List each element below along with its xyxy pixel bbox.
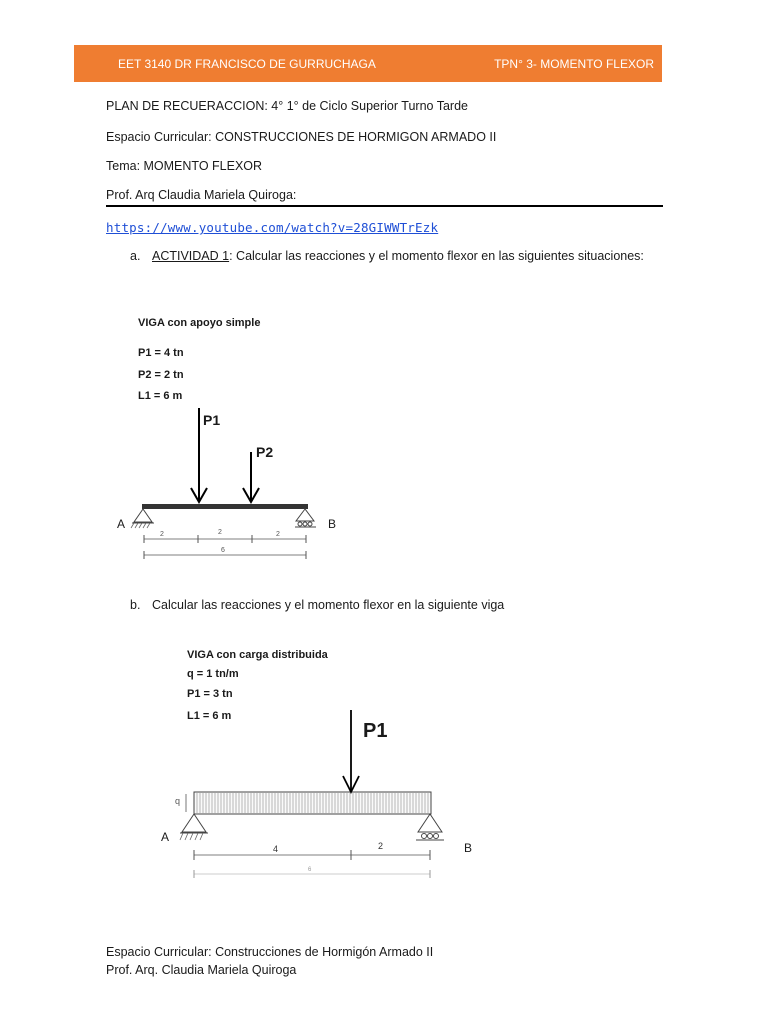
figure2-load-p1-label: P1 xyxy=(363,720,388,742)
figure2-q-label: q xyxy=(175,796,181,806)
figure1-param-p1: P1 = 4 tn xyxy=(138,347,184,359)
figure2-param-l1: L1 = 6 m xyxy=(187,710,232,722)
plan-line: PLAN DE RECUERACCION: 4° 1° de Ciclo Superior Turno Tarde xyxy=(106,99,468,113)
footer-espacio: Espacio Curricular: Construcciones de Hormigón Armado II xyxy=(106,945,434,959)
figure1-load-p1-label: P1 xyxy=(203,412,221,428)
activity-a-text: : Calcular las reacciones y el momento flexor en las siguientes situaciones: xyxy=(229,249,644,263)
activity-a-title: ACTIVIDAD 1 xyxy=(152,249,230,263)
figure2-support-a-label: A xyxy=(161,830,170,844)
figure2-param-q: q = 1 tn/m xyxy=(187,668,239,680)
figure2-dim-2: 2 xyxy=(378,841,384,851)
figure1-total: 6 xyxy=(221,547,225,554)
figure1-title: VIGA con apoyo simple xyxy=(138,317,261,329)
figure1-dim-2: 2 xyxy=(218,529,222,536)
figure2-dim-1: 4 xyxy=(273,844,279,854)
figure2-title: VIGA con carga distribuida xyxy=(187,649,328,661)
figure2-support-a xyxy=(182,814,206,832)
figure2-support-b xyxy=(418,814,442,832)
figure1-param-l1: L1 = 6 m xyxy=(138,390,183,402)
figure1-dim-3: 2 xyxy=(276,531,280,538)
footer-prof: Prof. Arq. Claudia Mariela Quiroga xyxy=(106,963,297,977)
figure1-param-p2: P2 = 2 tn xyxy=(138,369,184,381)
document-title: TPN° 3- MOMENTO FLEXOR xyxy=(494,57,654,71)
figure2-support-b-label: B xyxy=(464,841,473,855)
school-name: EET 3140 DR FRANCISCO DE GURRUCHAGA xyxy=(118,57,376,71)
activity-a-marker: a. xyxy=(130,249,141,263)
activity-b-marker: b. xyxy=(130,598,141,612)
figure1-support-b-label: B xyxy=(328,517,337,531)
youtube-link[interactable]: https://www.youtube.com/watch?v=28GIWWTrEzk xyxy=(106,220,439,235)
figure1-dim-1: 2 xyxy=(160,531,164,538)
figure1-load-p2-label: P2 xyxy=(256,444,274,460)
tema-line: Tema: MOMENTO FLEXOR xyxy=(106,159,263,173)
figure2-distributed-load xyxy=(194,792,431,814)
activity-b-text: Calcular las reacciones y el momento flexor en la siguiente viga xyxy=(152,598,505,612)
figure2-total: 6 xyxy=(308,867,312,873)
prof-line: Prof. Arq Claudia Mariela Quiroga: xyxy=(106,188,297,202)
figure1-support-a-label: A xyxy=(117,517,126,531)
figure2-param-p1: P1 = 3 tn xyxy=(187,688,233,700)
espacio-line: Espacio Curricular: CONSTRUCCIONES DE HORMIGON ARMADO II xyxy=(106,130,497,144)
